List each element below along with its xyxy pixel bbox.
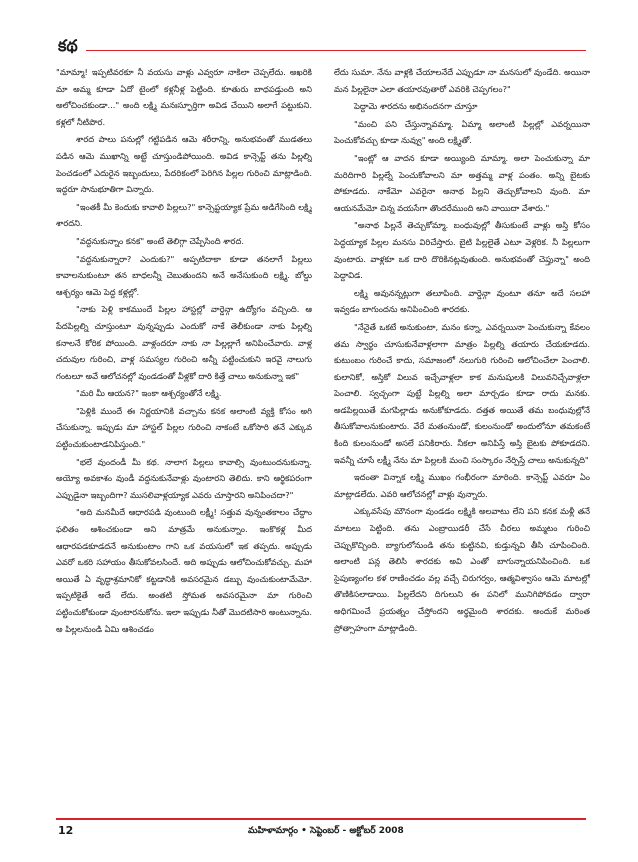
paragraph: శారద పాలు పనుల్లో గట్టిపడిన ఆమె శరీరాన్ని, అనుభవంతో ముడతలు పడిన ఆమె ముఖాన్ని అట్టే చూస్తుండిపోయింది. అవిడ కాన్సెప్ట్ తను పిల్లల్ని పెంచడంలో ఎదురైన ఇబ్బందులు, పేదరికంలో పెరిగిన పిల్లల గురించి మాట్లాడింది. ఇద్దరూ సానుభూతిగా విన్నారు. [56,134,312,195]
left-column [56,64,312,812]
header-rule [86,50,586,51]
paragraph: "అనాథ పిల్లనే తెచ్చుకోమ్మా. బంధువుల్లో తీసుకుంటే వాళ్లు అస్తి కోసం పెద్దయ్యాక పిల్లల మనసు విరిచేస్తారు. బైటి పిల్లలైతే ఎటూ వెళ్లరిక. నీ పిల్లలుగా వుంటారు. వాళ్లకూ ఒక దారి దొరికినట్లవుతుంది. అనుభవంతో చెప్తున్నా" అంది పెద్దావిడ. [334,220,590,281]
paragraph: పెద్దామె శారదను అభినందనగా చూస్తూ [354,101,478,112]
paragraph: ఎక్కువసేపు మౌనంగా వుండడం లక్ష్మికి అలవాటు లేని పని కనక మళ్లీ తనే మాటలు పెట్టింది. తను ఎంబ్రాయిడరీ చేసే చీరలు అమ్మటం గురించి చెప్పుకొచ్చింది. బ్యాగులోనుండి తను కుట్టినవి, కుడ్తున్నవి తీసి చూపించింది. అలాంటి పన్ల తెలిసి శారదకు అవి ఎంతో బాగున్నాయనిపించింది. ఒక సైపుణ్యంగల కళ రాణించడం వల్ల వచ్చే చిరుగర్వం, ఆత్మవిశ్వాసం ఆమె మాటల్లో తొణికిసలాడాయి. పిల్లలేదని దిగులుని ఈ పనిలో మునిగిపోవడం ద్వారా అధిగమించే ప్రయత్నం చేస్తోందని అర్థమైంది శారదకు. అందుకే మరింత ప్రోత్సాహంగా మాట్లాడింది. [334,506,590,633]
paragraph: "మరి మీ ఆయన?" ఇంకా ఆశ్చర్యంతోనే లక్ష్మి. [76,388,222,399]
paragraph: "అది మనమీదే ఆధారపడి వుంటుంది లక్ష్మీ! సత్తువ వున్నంతకాలం చేద్దాం ఫలితం ఆశించకుండా అని మాత్రమే అనుకున్నాం. ఇంకొకళ్ల మీద ఆధారపడకూడదనే అనుకుంటాం గాని ఒక వయసులో ఇక తప్పదు. అప్పుడు ఎవరో ఒకరి సహాయం తీసుకోవలసిందే. అది అప్పుడు ఆలోచించుకోవచ్చు. మహా అయితే ఏ వృద్ధాశ్రమానికో కట్టడానికి అవసరమైన డబ్బు వుంచుకుంటామేమో. ఇప్పటికైతే అదే లేదు. అంతటి స్తోమత అవసరమైనా మా గురించి పట్టించుకోకుండా వుంటారనుకోను. ఇలా ఇప్పుడు నీతో మొదటిసారి అంటున్నాను. అ పిల్లలనుండి ఏమి ఆశించడం [56,507,312,634]
footer-publication: మహిళామార్గం • సెప్టెంబర్ - అక్టోబర్ 2008 [248,826,404,836]
paragraph: ఇదంతా విన్నాక లక్ష్మి ముఖం గంభీరంగా మారింది. కాన్సెప్ట్ ఎవరూ ఏం మాట్లాడలేదు. ఎవరి ఆలోచనల్లో వాళ్లు వున్నారు. [334,472,590,499]
paragraph: లేదు సుమా. నేను వాళ్లకి చేయాలనేదే ఎప్పుడూ నా మనసులో వుండేది. అయినా మన పిల్లలైనా ఎలా తయారవుతారో ఎవరికి చెప్పగలం?" [334,67,590,94]
paragraph: "వద్దనుకున్నారా? ఎందుకు?" అప్పటిదాకా కూడా తనలాగే పిల్లలు కావాలనుకుంటూ తన బాధలన్నీ చెబుతుందని అనే అనేసుకుంది లక్ష్మి. బోల్డు ఆశ్చర్యం ఆమె పెద్ద కళ్లల్లో. [56,253,312,297]
paragraph: "పెళ్లికి ముందే ఈ నిర్ణయానికి వచ్చాను కనక అలాంటి వ్యక్తి కోసం అగి చేసుకున్నా. ఇప్పుడు మా హాస్టల్ పిల్లల గురించి నాకంటే ఒకోసారి తనే ఎక్కువ పట్టించుకుంటాడనిపిస్తుంది." [56,405,312,450]
page-number: 12 [58,824,74,837]
section-mark: కథ [58,36,78,55]
paragraph: "నేనైతే ఒకటే అనుకుంటా, మనం కన్నా, ఎవర్నయినా పెంచుకున్నా కేవలం తమ స్వార్థం చూసుకునేవాళ్లలాగా మాత్రం పిల్లల్ని తయారు చేయకూడదు. కుటుంబం గురించే కాదు, సమాజంలో నలుగురి గురించి ఆలోచించేలా పెంచాలి. కులానికో, అస్తికో విలువ ఇచ్చేవాళ్లలా కాక మనుషులకి విలువనిచ్చేవాళ్లలా పెంచాలి. స్వచ్ఛంగా పుట్టే పిల్లల్ని అలా మార్చడం కూడా రాదు మనకు. అడపిల్లయితే మగపిల్లాడు అనుకోకూడదు. దత్తత అయితే తమ బంధువుల్లోనే తీసుకోవాలనుకుంటారు. వేరే మతంనుండో, కులంనుండో అందులోనూ తమకంటే కింది కులంనుండో అసలే పనికిరారు. నీకలా అనిపిస్తే అస్తి బైటకు పోకూడదని. ఇవన్నీ చూసే లక్ష్మీ నేను మా పిల్లలకి మంచి సంస్కారం నేర్పిస్తే చాలు అనుకున్నది" [334,321,590,465]
right-column [334,64,590,812]
footer-rule [56,818,586,820]
paragraph: "భలే వుందండీ మీ కథ. నాలాగ పిల్లలు కావాల్సి వుంటుందనుకున్నా. అయ్యో అవకాశం వుండీ వద్దనుకునేవాళ్లు వుంటారని తెలిదు. కాని ఆర్థికపరంగా ఎప్పుడైనా ఇబ్బందిగా? ముసలివాళ్లయ్యాక ఎవరు చూస్తారని అనిపించదా?" [56,456,312,500]
paragraph: "నాకు పెళ్లి కాకముందే పిల్లల హాస్టల్లో వార్డెన్గా ఉద్యోగం వచ్చింది. ఆ పేదపిల్లల్ని చూస్తుంటూ వున్నప్పుడు ఎందుకో నాకే తెలీకుండా నాకు పిల్లల్ని కనాలనే కోరిక పోయింది. వాళ్లందరూ నాకు నా పిల్లల్లాగే అనిపించేవారు. వాళ్ల చదువుల గురించి, వాళ్ల సమస్యల గురించి అన్నీ పట్టించుకుని ఇరవై నాలుగు గంటలూ అవే ఆలోచనల్లో వుండడంతో వీళ్లకో దారి కిత్తే చాలు అనుకున్నా ఇక" [56,304,312,381]
paragraph: "మామ్మా! ఇప్పటివరకూ నీ వయసు వాళ్లు ఎవ్వరూ నాకిలా చెప్పలేదు. అఖరికి మా అమ్మ కూడా ఏదో టైంలో కళ్లనీళ్ల పెట్టింది. కూతురు బాధపడ్తుంది అని అలోచించకుండా..." అంది లక్ష్మి మనఃస్ఫూర్తిగా అవిడ చేయిని అలాగే పట్టుకుని. కళ్లలో నీటిపొర. [56,67,312,127]
paragraph: "వద్దనుకున్నాం కనక" అంటే తెలిగ్గా చెప్పేసింది శారద. [76,235,244,246]
paragraph: "ఇంతకీ మీ కెందుకు కావాలి పిల్లలు?" కాన్సెప్టయ్యాక ప్రేమ అడిగేసింది లక్ష్మి శారదని. [56,201,312,229]
paragraph: లక్ష్మి అవునన్నట్లుగా తలూపింది. వార్డెన్గా వుంటూ తనూ అదే సలహా ఇవ్వడం బాగుందను అనిపించింది శారదకు. [334,287,590,315]
paragraph: "మంచి పని చేస్తున్నావమ్మా. ఏమ్మా అలాంటి పిల్లల్లో ఎవర్నయినా పెంచుకోవచ్చు కూడా నువ్వు" అంది లక్ష్మితో. [334,118,590,146]
paragraph: "ఇంట్లో ఆ వాదన కూడా అయ్యింది మామ్మా. అలా పెంచుకున్నా మా మరిదిగారి పిల్లల్నే పెంచుకోవాలని మా అత్తమ్మ వాళ్ల పంతం. అన్ని బైటకు పోకూడదు. నాకేమో ఎవరైనా అనాథ పిల్లని తెచ్చుకోవాలని వుంది. మా ఆయనమేమో చిన్న వయసేగా తొందరేముంది అని వాయిదా వేశారు." [334,152,590,213]
